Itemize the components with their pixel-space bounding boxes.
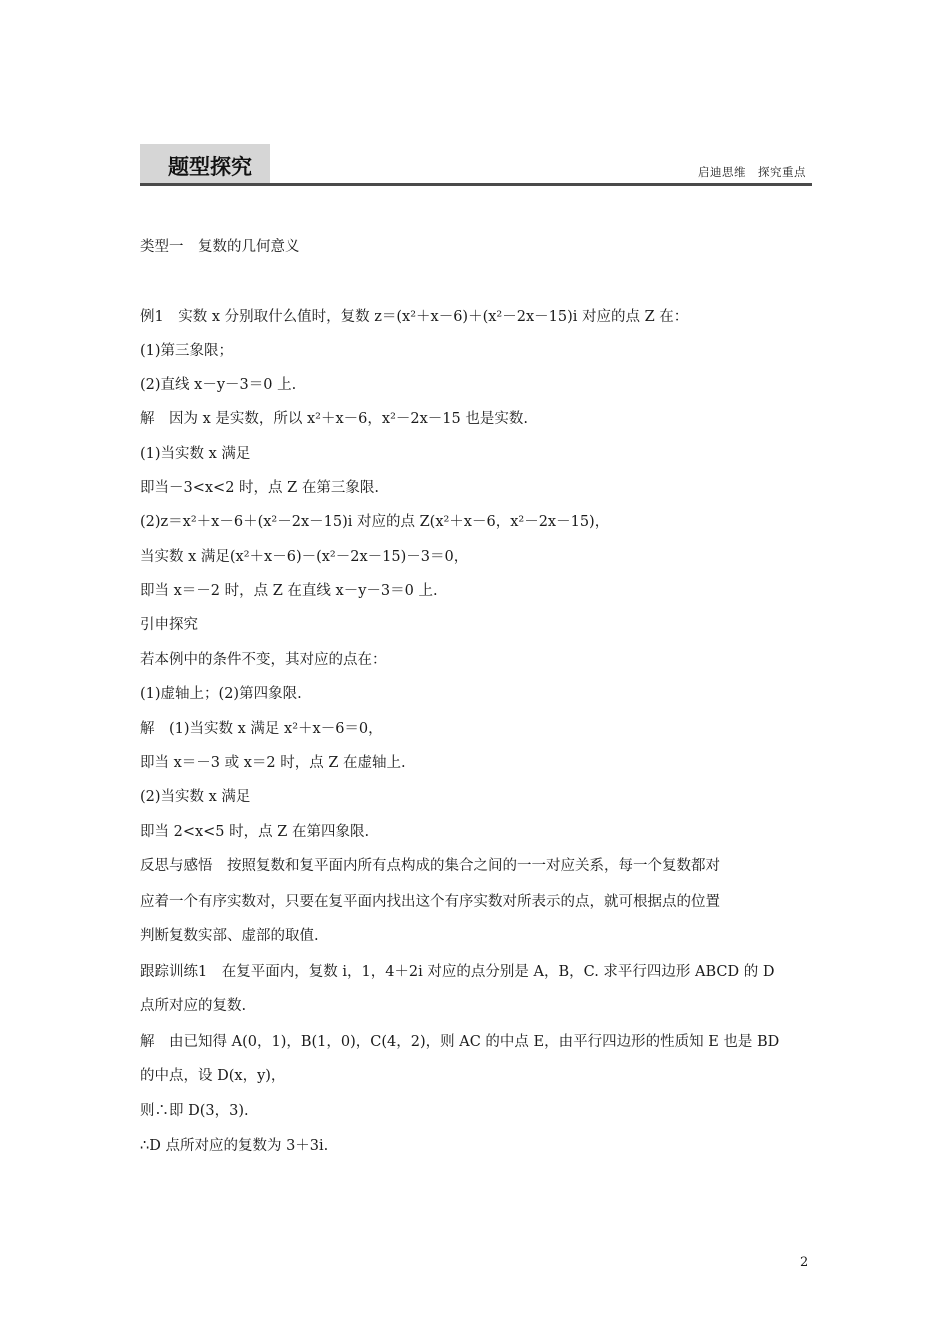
extension-solution-line: 解 (1)当实数 x 满足 x²＋x－6＝0， <box>140 721 383 737</box>
section-tag-2: 探究重点 <box>758 165 806 179</box>
extension-solution-line: 即当 x＝－3 或 x＝2 时，点 Z 在虚轴上. <box>140 755 406 771</box>
extension-heading: 引申探究 <box>140 617 198 633</box>
section-tag-1: 启迪思维 <box>698 165 746 179</box>
extension-parts: (1)虚轴上；(2)第四象限. <box>140 686 302 702</box>
type-heading: 类型一 复数的几何意义 <box>140 239 300 255</box>
solution-line: 即当－3<x<2 时，点 Z 在第三象限. <box>140 480 379 496</box>
solution-line: 解 因为 x 是实数，所以 x²＋x－6，x²－2x－15 也是实数. <box>140 411 528 427</box>
reflection-line: 应着一个有序实数对，只要在复平面内找出这个有序实数对所表示的点，就可根据点的位置 <box>140 894 720 910</box>
example-1-part-2: (2)直线 x－y－3＝0 上. <box>140 377 297 393</box>
section-title-box <box>140 144 270 183</box>
page-number: 2 <box>800 1255 809 1270</box>
practice-solution-line: 解 由已知得 A(0，1)，B(1，0)，C(4，2)，则 AC 的中点 E，由平行四边形的性质知 E 也是 BD <box>140 1034 780 1050</box>
reflection-line: 判断复数实部、虚部的取值. <box>140 928 319 944</box>
extension-question: 若本例中的条件不变，其对应的点在： <box>140 652 387 668</box>
example-1-question: 例1 实数 x 分别取什么值时，复数 z＝(x²＋x－6)＋(x²－2x－15)i 对应的点 Z 在： <box>140 309 689 325</box>
reflection-line: 反思与感悟 按照复数和复平面内所有点构成的集合之间的一一对应关系，每一个复数都对 <box>140 858 720 874</box>
extension-solution-line: (2)当实数 x 满足 <box>140 789 251 805</box>
practice-solution-line: 则∴即 D(3，3). <box>140 1103 249 1119</box>
practice-question-line: 点所对应的复数. <box>140 998 247 1014</box>
section-tags <box>698 164 806 180</box>
example-1-part-1: (1)第三象限； <box>140 343 234 359</box>
section-title: 题型探究 <box>168 155 252 179</box>
solution-line: (1)当实数 x 满足 <box>140 446 251 462</box>
practice-solution-line: ∴D 点所对应的复数为 3＋3i. <box>140 1138 329 1154</box>
practice-question-line: 跟踪训练1 在复平面内，复数 i，1，4＋2i 对应的点分别是 A，B，C. 求平行四边形 ABCD 的 D <box>140 964 775 980</box>
practice-solution-line: 的中点，设 D(x，y)， <box>140 1068 286 1084</box>
solution-line: 当实数 x 满足(x²＋x－6)－(x²－2x－15)－3＝0， <box>140 549 469 565</box>
solution-line: (2)z＝x²＋x－6＋(x²－2x－15)i 对应的点 Z(x²＋x－6，x²－2x－15)， <box>140 514 610 530</box>
section-header <box>140 144 812 186</box>
solution-line: 即当 x＝－2 时，点 Z 在直线 x－y－3＝0 上. <box>140 583 438 599</box>
extension-solution-line: 即当 2<x<5 时，点 Z 在第四象限. <box>140 824 370 840</box>
